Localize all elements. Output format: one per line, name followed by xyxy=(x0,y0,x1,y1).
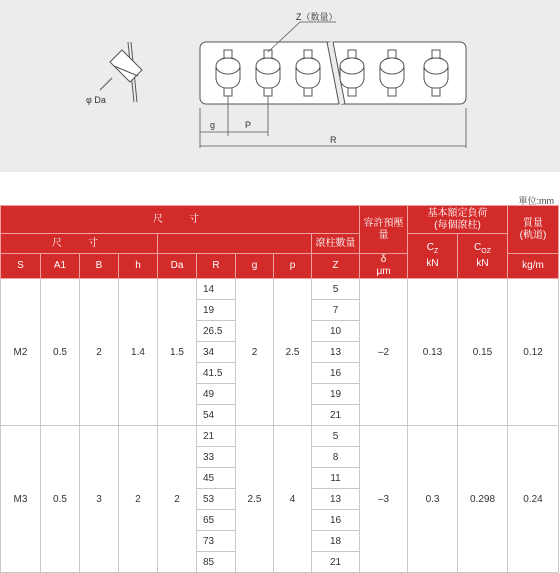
cell-z: 13 xyxy=(312,342,360,363)
r-label: R xyxy=(330,135,337,145)
cell-r: 41.5 xyxy=(197,363,236,384)
cell-z: 8 xyxy=(312,447,360,468)
cell-p: 2.5 xyxy=(274,279,312,426)
cell-da: 1.5 xyxy=(158,279,197,426)
header-blank xyxy=(158,234,312,254)
cell-h: 2 xyxy=(119,426,158,573)
col-B: B xyxy=(80,254,119,279)
cell-mass: 0.12 xyxy=(508,279,559,426)
cell-r: 53 xyxy=(197,489,236,510)
cell-s: M2 xyxy=(1,279,41,426)
da-label: φ Da xyxy=(86,95,106,105)
col-delta: δ μm xyxy=(360,254,408,279)
cell-delta: –2 xyxy=(360,279,408,426)
header-c0z: $C_{OZ}$ kN xyxy=(458,234,508,279)
cell-g: 2.5 xyxy=(236,426,274,573)
cross-section-view xyxy=(100,42,142,102)
cell-z: 11 xyxy=(312,468,360,489)
unit-label: 單位:mm xyxy=(518,196,554,206)
cell-z: 5 xyxy=(312,279,360,300)
header-roller-count: 滾柱數量 xyxy=(312,234,360,254)
table-row xyxy=(1,426,559,447)
cell-mass: 0.24 xyxy=(508,426,559,573)
cell-h: 1.4 xyxy=(119,279,158,426)
spec-table xyxy=(0,205,559,573)
col-Da: Da xyxy=(158,254,197,279)
z-quantity-label: Z（数量） xyxy=(296,12,338,22)
cell-a1: 0.5 xyxy=(41,279,80,426)
cell-r: 33 xyxy=(197,447,236,468)
header-preload: 容許預壓量 xyxy=(360,206,408,254)
cell-z: 19 xyxy=(312,384,360,405)
col-R: R xyxy=(197,254,236,279)
cell-cz: 0.13 xyxy=(408,279,458,426)
header-dimensions: 尺 寸 xyxy=(1,206,360,234)
technical-drawing xyxy=(0,0,560,172)
cell-r: 65 xyxy=(197,510,236,531)
cell-da: 2 xyxy=(158,426,197,573)
cell-r: 45 xyxy=(197,468,236,489)
cell-r: 34 xyxy=(197,342,236,363)
cell-z: 21 xyxy=(312,405,360,426)
cell-p: 4 xyxy=(274,426,312,573)
cell-z: 10 xyxy=(312,321,360,342)
cell-r: 85 xyxy=(197,552,236,573)
cell-z: 16 xyxy=(312,510,360,531)
col-g: g xyxy=(236,254,274,279)
cell-r: 49 xyxy=(197,384,236,405)
col-p: p xyxy=(274,254,312,279)
cell-z: 21 xyxy=(312,552,360,573)
p-label: P xyxy=(245,120,252,130)
cell-r: 14 xyxy=(197,279,236,300)
cell-r: 21 xyxy=(197,426,236,447)
cell-z: 13 xyxy=(312,489,360,510)
cell-b: 3 xyxy=(80,426,119,573)
cell-delta: –3 xyxy=(360,426,408,573)
cell-cz: 0.3 xyxy=(408,426,458,573)
header-mass: 質量 (軌道) xyxy=(508,206,559,254)
cell-r: 26.5 xyxy=(197,321,236,342)
cell-g: 2 xyxy=(236,279,274,426)
col-Z: Z xyxy=(312,254,360,279)
cell-z: 18 xyxy=(312,531,360,552)
table-row xyxy=(1,279,559,300)
g-label: g xyxy=(210,120,216,130)
col-S: S xyxy=(1,254,41,279)
cell-z: 5 xyxy=(312,426,360,447)
header-load-rating: 基本額定負荷 (每個滾柱) xyxy=(408,206,508,234)
cell-c0z: 0.298 xyxy=(458,426,508,573)
header-dims-sub: 尺 寸 xyxy=(1,234,158,254)
cell-c0z: 0.15 xyxy=(458,279,508,426)
col-A1: A1 xyxy=(41,254,80,279)
roller-cage-drawing xyxy=(0,0,560,172)
cell-a1: 0.5 xyxy=(41,426,80,573)
cell-r: 19 xyxy=(197,300,236,321)
col-h: h xyxy=(119,254,158,279)
cell-r: 73 xyxy=(197,531,236,552)
cell-z: 7 xyxy=(312,300,360,321)
cell-b: 2 xyxy=(80,279,119,426)
header-cz: $C_Z$ kN xyxy=(408,234,458,279)
cell-s: M3 xyxy=(1,426,41,573)
col-mass-unit: kg/m xyxy=(508,254,559,279)
cell-r: 54 xyxy=(197,405,236,426)
cell-z: 16 xyxy=(312,363,360,384)
spec-table-body xyxy=(1,279,559,573)
